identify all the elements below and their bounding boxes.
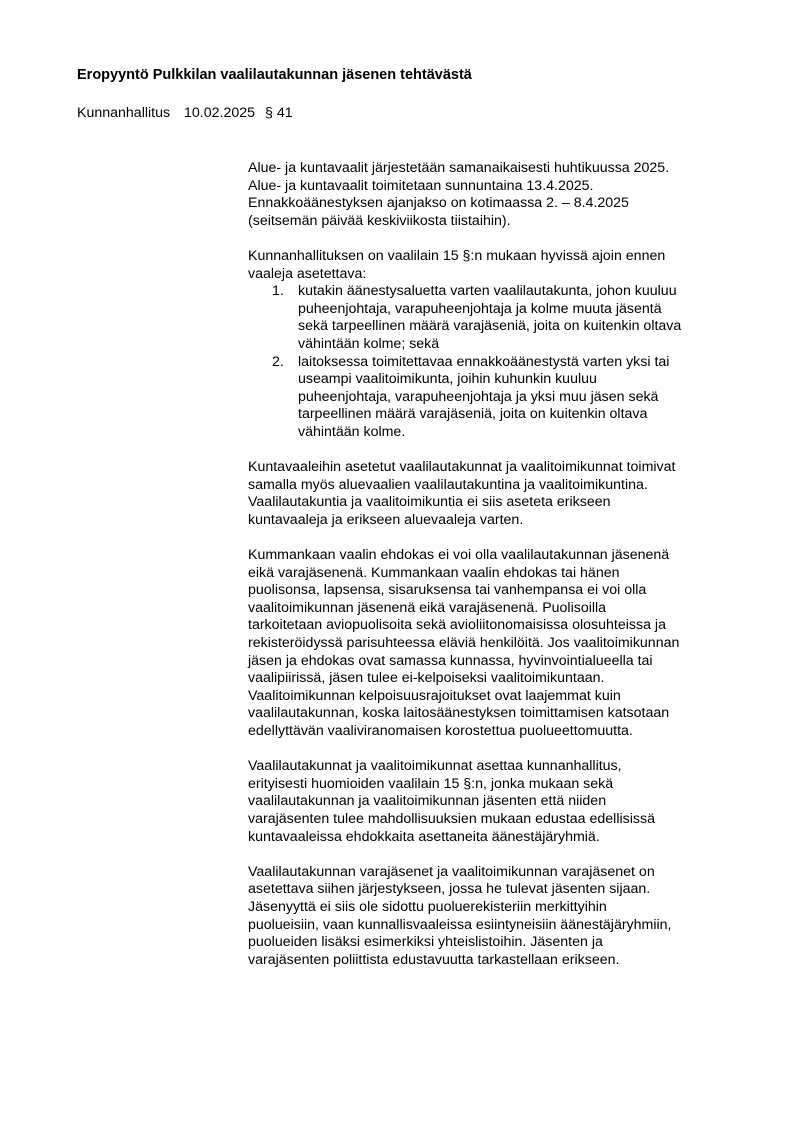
text-line: puheenjohtaja, varapuheenjohtaja ja yksi muu jäsen sekä — [298, 388, 659, 405]
text-line: useampi vaalitoimikunta, joihin kuhunkin kuuluu — [298, 371, 597, 388]
text-line: puolueiden lisäksi esimerkiksi yhteislistoihin. Jäsenten ja — [248, 934, 603, 951]
paragraph-duties — [248, 248, 728, 283]
list-number: 1. — [272, 283, 284, 300]
text-line: kuntavaaleissa ehdokkaita asettaneita äänestäjäryhmiä. — [248, 828, 600, 845]
text-line: vaalilautakunnan, koska laitosäänestyksen toimittamisen katsotaan — [248, 705, 670, 722]
text-line: erityisesti huomioiden vaalilain 15 §:n, jonka mukaan sekä — [248, 775, 614, 792]
text-line: vähintään kolme; sekä — [298, 335, 440, 352]
paragraph-deputies — [248, 864, 728, 970]
text-line: Vaalilautakunnat ja vaalitoimikunnat asettaa kunnanhallitus, — [248, 758, 622, 775]
list-number: 2. — [272, 353, 284, 370]
text-line: kutakin äänestysaluetta varten vaalilautakunta, johon kuuluu — [298, 283, 677, 300]
text-line: varajäsenten tulee mahdollisuuksien mukaan edustaa edellisissä — [248, 810, 655, 827]
text-line: edellyttävän vaaliviranomaisen korostettua puolueettomuutta. — [248, 723, 633, 739]
document-title: Eropyyntö Pulkkilan vaalilautakunnan jäsenen tehtävästä — [77, 67, 472, 83]
text-line: tarkoitetaan aviopuolisoita sekä avioliitonomaisissa olosuhteissa ja — [248, 617, 666, 634]
text-line: Vaalilautakuntia ja vaalitoimikuntia ei siis aseteta erikseen — [248, 494, 611, 511]
text-line: sekä tarpeellinen määrä varajäseniä, joita on kuitenkin oltava — [298, 318, 682, 335]
text-line: Vaalilautakunnan varajäsenet ja vaalitoimikunnan varajäsenet on — [248, 863, 655, 880]
duties-list — [248, 283, 728, 441]
text-line: jäsen ja ehdokas ovat samassa kunnassa, hyvinvointialueella tai — [248, 652, 653, 669]
text-line: vaalipiirissä, jäsen tulee ei-kelpoiseksi vaalitoimikuntaan. — [248, 670, 605, 687]
text-line: Alue- ja kuntavaalit järjestetään samanaikaisesti huhtikuussa 2025. — [248, 160, 670, 176]
text-line: puheenjohtaja, varapuheenjohtaja ja kolme muuta jäsentä — [298, 300, 662, 317]
text-line: vaalitoimikunnan jäsenenä eikä varajäsenenä. Puolisoilla — [248, 599, 607, 616]
text-line: puolueisiin, vaan kunnallisvaaleissa esiintyneisiin äänestäjäryhmiin, — [248, 916, 672, 933]
text-line: eikä varajäsenenä. Kummankaan vaalin ehdokas tai hänen — [248, 564, 620, 581]
text-line: laitoksessa toimitettavaa ennakkoäänestystä varten yksi tai — [298, 353, 670, 370]
text-line: Alue- ja kuntavaalit toimitetaan sunnuntaina 13.4.2025. — [248, 177, 594, 194]
text-line: (seitsemän päivää keskiviikosta tiistaihin). — [248, 212, 511, 229]
meta-section: § 41 — [265, 105, 293, 121]
list-item — [248, 283, 728, 353]
text-line: Vaalitoimikunnan kelpoisuusrajoitukset ovat laajemmat kuin — [248, 687, 621, 704]
text-line: tarpeellinen määrä varajäseniä, joita on kuitenkin oltava — [298, 406, 648, 423]
text-line: asetettava siihen järjestykseen, jossa he tulevat jäsenten sijaan. — [248, 881, 651, 898]
paragraph-eligibility — [248, 547, 728, 741]
document-meta — [77, 105, 303, 121]
text-line: Kuntavaaleihin asetetut vaalilautakunnat ja vaalitoimikunnat toimivat — [248, 459, 676, 476]
text-line: Kummankaan vaalin ehdokas ei voi olla vaalilautakunnan jäsenenä — [248, 547, 670, 564]
list-item — [248, 354, 728, 442]
text-line: puolisonsa, lapsensa, sisaruksensa tai vanhempansa ei voi olla — [248, 582, 647, 599]
text-line: rekisteröidyssä parisuhteessa eläviä henkilöitä. Jos vaalitoimikunnan — [248, 635, 680, 652]
paragraph-intro — [248, 160, 728, 230]
text-line: Jäsenyyttä ei siis ole sidottu puoluerekisteriin merkittyihin — [248, 898, 607, 915]
text-line: varajäsenten poliittista edustavuutta tarkastellaan erikseen. — [248, 951, 620, 968]
text-line: vaaleja asetettava: — [248, 265, 367, 282]
meta-date: 10.02.2025 — [184, 105, 256, 121]
text-line: Ennakkoäänestyksen ajanjakso on kotimaassa 2. – 8.4.2025 — [248, 195, 629, 212]
paragraph-shared-committees — [248, 459, 728, 529]
text-line: Kunnanhallituksen on vaalilain 15 §:n mukaan hyvissä ajoin ennen — [248, 247, 666, 264]
paragraph-appointment — [248, 758, 728, 846]
text-line: vaalilautakunnan ja vaalitoimikunnan jäsenten että niiden — [248, 793, 607, 810]
text-line: kuntavaaleja ja erikseen aluevaaleja varten. — [248, 511, 524, 528]
meta-body: Kunnanhallitus — [77, 105, 171, 121]
text-line: samalla myös aluevaalien vaalilautakuntina ja vaalitoimikuntina. — [248, 476, 648, 493]
document-body — [248, 160, 728, 987]
text-line: vähintään kolme. — [298, 423, 406, 440]
